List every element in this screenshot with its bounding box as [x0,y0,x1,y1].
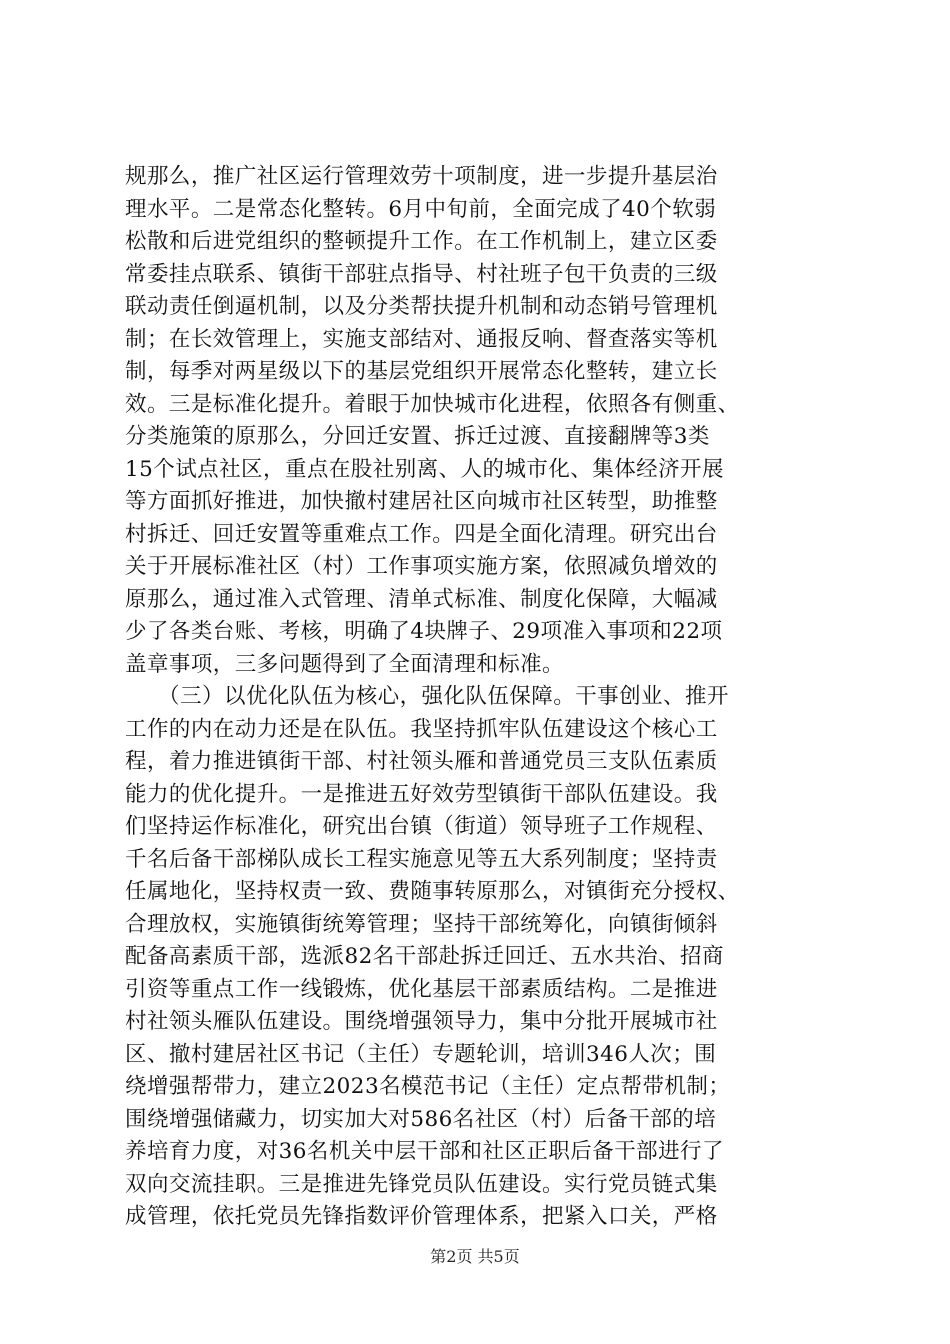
text-line: 引资等重点工作一线锻炼，优化基层干部素质结构。二是推进 [125,976,718,1002]
text-line: 村拆迁、回迁安置等重难点工作。四是全面化清理。研究出台 [125,521,718,547]
text-line: 工作的内在动力还是在队伍。我坚持抓牢队伍建设这个核心工 [125,716,718,742]
text-line: 合理放权，实施镇街统筹管理；坚持干部统筹化，向镇街倾斜 [125,911,718,937]
text-line: 原那么，通过准入式管理、清单式标准、制度化保障，大幅减 [125,586,718,612]
text-line: 能力的优化提升。一是推进五好效劳型镇街干部队伍建设。我 [125,781,718,807]
text-line: 联动责任倒逼机制，以及分类帮扶提升机制和动态销号管理机 [125,294,718,319]
text-line: 区、撤村建居社区书记（主任）专题轮训，培训346人次；围 [125,1041,717,1067]
text-line: 制；在长效管理上，实施支部结对、通报反响、督查落实等机 [125,326,718,352]
text-line: 程，着力推进镇街干部、村社领头雁和普通党员三支队伍素质 [125,749,718,774]
page-footer [0,1244,950,1267]
document-body [125,161,835,1234]
text-line: 绕增强帮带力，建立2023名模范书记（主任）定点帮带机制； [125,1074,731,1099]
text-line: 理水平。二是常态化整转。6月中旬前，全面完成了40个软弱 [125,196,717,222]
text-line: 围绕增强储藏力，切实加大对586名社区（村）后备干部的培 [125,1106,717,1132]
text-line: 松散和后进党组织的整顿提升工作。在工作机制上，建立区委 [125,229,718,254]
text-line: 少了各类台账、考核，明确了4块牌子、29项准入事项和22项 [125,619,723,644]
text-line: 规那么，推广社区运行管理效劳十项制度，进一步提升基层治 [125,164,718,189]
text-line: 常委挂点联系、镇街干部驻点指导、村社班子包干负责的三级 [125,261,718,287]
text-line: 村社领头雁队伍建设。围绕增强领导力，集中分批开展城市社 [125,1009,718,1034]
text-line: 任属地化，坚持权责一致、费随事转原那么，对镇街充分授权、 [125,879,740,904]
text-line: 养培育力度，对36名机关中层干部和社区正职后备干部进行了 [125,1139,724,1164]
text-line: （三）以优化队伍为核心，强化队伍保障。干事创业、推开 [125,684,729,709]
text-line: 分类施策的原那么，分回迁安置、拆迁过渡、直接翻牌等3类 [125,424,710,449]
text-line: 双向交流挂职。三是推进先锋党员队伍建设。实行党员链式集 [125,1171,718,1197]
text-line: 效。三是标准化提升。着眼于加快城市化进程，依照各有侧重、 [125,391,740,417]
text-line: 盖章事项，三多问题得到了全面清理和标准。 [125,651,565,677]
text-line: 们坚持运作标准化，研究出台镇（街道）领导班子工作规程、 [125,814,718,839]
text-line: 千名后备干部梯队成长工程实施意见等五大系列制度；坚持责 [125,846,718,872]
text-line: 等方面抓好推进，加快撤村建居社区向城市社区转型，助推整 [125,489,718,514]
text-line: 配备高素质干部，选派82名干部赴拆迁回迁、五水共治、招商 [125,944,724,969]
text-line: 成管理，依托党员先锋指数评价管理体系，把紧入口关，严格 [125,1204,718,1229]
text-line: 制，每季对两星级以下的基层党组织开展常态化整转，建立长 [125,359,718,384]
text-line: 关于开展标准社区（村）工作事项实施方案，依照减负增效的 [125,554,718,579]
page-number-label: 第2页 共5页 [430,1247,520,1266]
text-line: 15个试点社区，重点在股社别离、人的城市化、集体经济开展 [125,456,724,482]
